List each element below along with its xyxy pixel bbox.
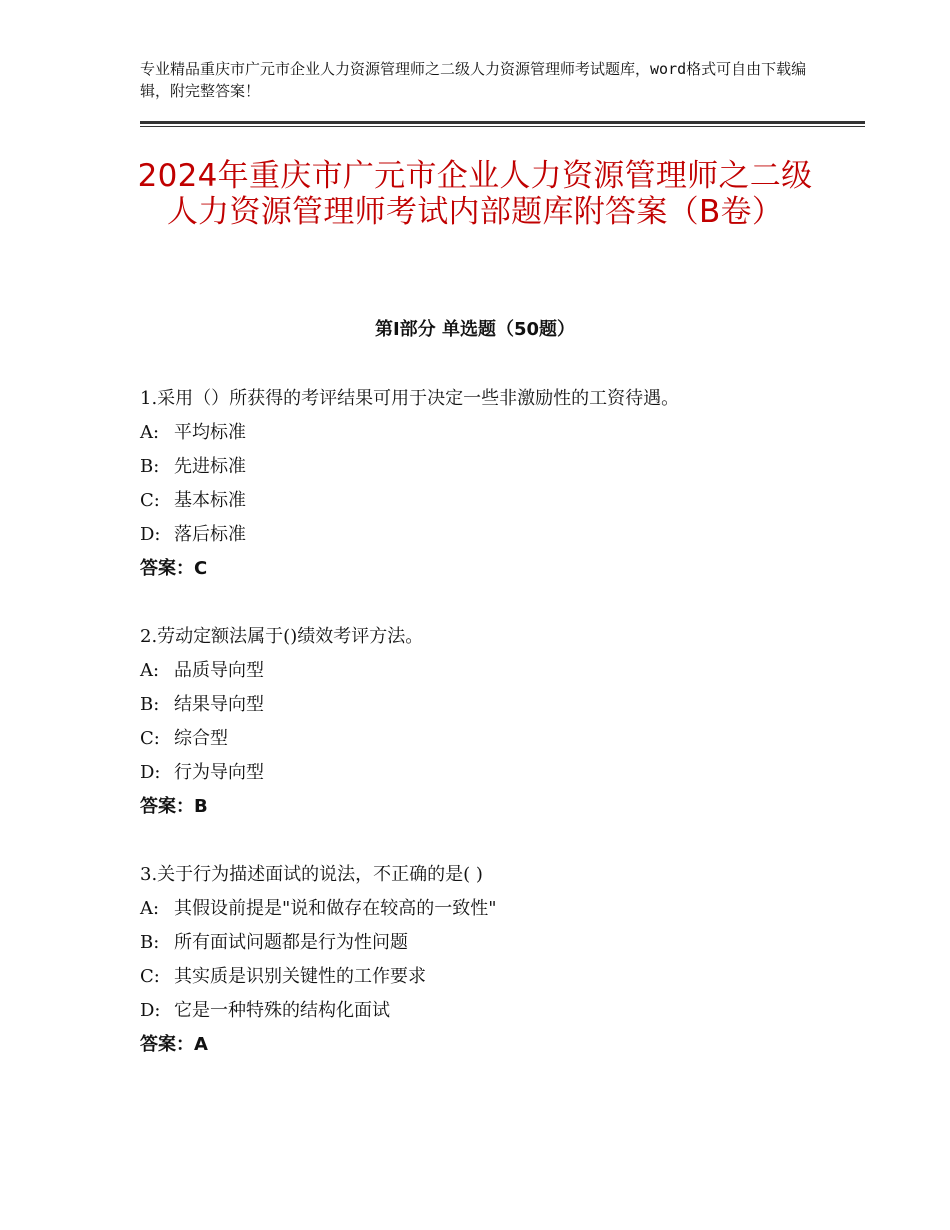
section-title: 第I部分 单选题（50题） <box>374 319 575 340</box>
option-c <box>140 960 860 994</box>
option-text: 结果导向型 <box>174 694 264 715</box>
option-text: 其实质是识别关键性的工作要求 <box>174 966 426 987</box>
option-label: A: <box>140 898 160 919</box>
document-title: 2024年重庆市广元市企业人力资源管理师之二级人力资源管理师考试内部题库附答案（B卷） <box>137 158 813 230</box>
option-text: 基本标准 <box>174 490 246 511</box>
header-divider-thin <box>140 126 865 127</box>
question-list <box>140 382 860 1096</box>
option-a <box>140 654 860 688</box>
answer: 答案：A <box>140 1034 208 1055</box>
option-text: 综合型 <box>174 728 228 749</box>
option-label: C: <box>140 728 160 749</box>
question-2 <box>140 620 860 824</box>
option-text: 落后标准 <box>174 524 246 545</box>
option-text: 所有面试问题都是行为性问题 <box>174 932 408 953</box>
option-text: 先进标准 <box>174 456 246 477</box>
answer: 答案：B <box>140 796 208 817</box>
option-text: 品质导向型 <box>174 660 264 681</box>
option-label: B: <box>140 456 160 477</box>
option-label: D: <box>140 524 161 545</box>
question-1 <box>140 382 860 586</box>
option-label: A: <box>140 422 160 443</box>
option-b <box>140 926 860 960</box>
option-c <box>140 722 860 756</box>
question-stem: 1.采用（）所获得的考评结果可用于决定一些非激励性的工资待遇。 <box>140 388 680 409</box>
option-label: C: <box>140 966 160 987</box>
option-c <box>140 484 860 518</box>
option-d <box>140 994 860 1028</box>
option-label: B: <box>140 932 160 953</box>
option-label: C: <box>140 490 160 511</box>
option-b <box>140 688 860 722</box>
option-d <box>140 518 860 552</box>
option-d <box>140 756 860 790</box>
option-label: D: <box>140 762 161 783</box>
option-label: B: <box>140 694 160 715</box>
option-text: 其假设前提是"说和做存在较高的一致性" <box>174 898 497 919</box>
option-text: 行为导向型 <box>174 762 264 783</box>
option-a <box>140 416 860 450</box>
option-text: 它是一种特殊的结构化面试 <box>174 1000 390 1021</box>
option-b <box>140 450 860 484</box>
answer: 答案：C <box>140 558 208 579</box>
question-3 <box>140 858 860 1062</box>
header-divider-thick <box>140 121 865 124</box>
question-stem: 2.劳动定额法属于()绩效考评方法。 <box>140 626 424 647</box>
option-text: 平均标准 <box>174 422 246 443</box>
question-stem: 3.关于行为描述面试的说法，不正确的是( ) <box>140 864 483 885</box>
header-note: 专业精品重庆市广元市企业人力资源管理师之二级人力资源管理师考试题库，word格式可自由下载编辑，附完整答案！ <box>140 60 807 100</box>
option-label: A: <box>140 660 160 681</box>
option-a <box>140 892 860 926</box>
option-label: D: <box>140 1000 161 1021</box>
